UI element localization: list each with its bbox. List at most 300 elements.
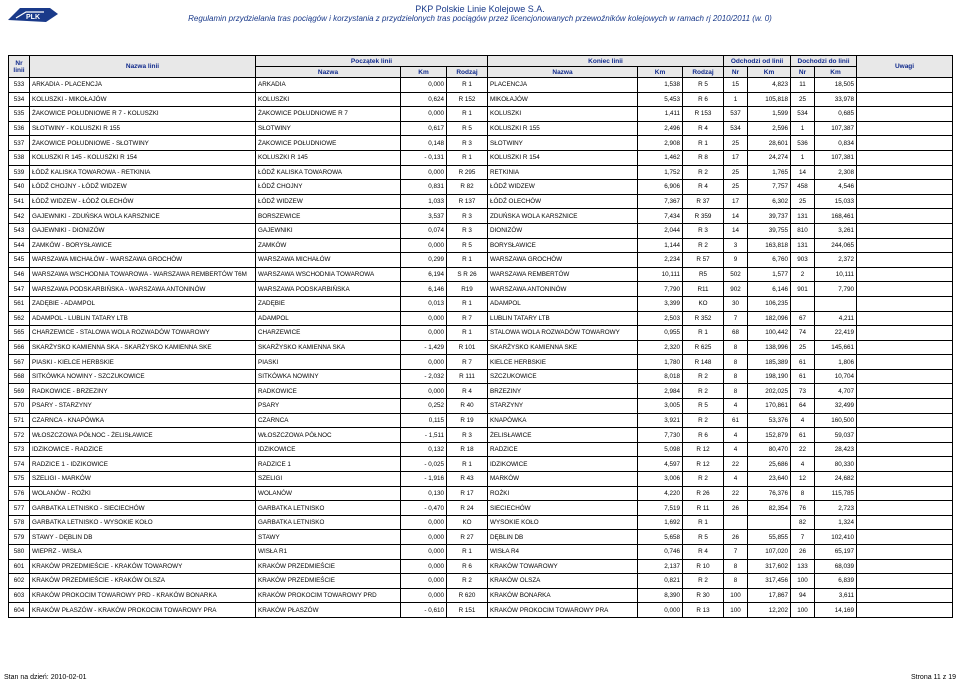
cell-nazwa-linii: WŁOSZCZOWA PÓŁNOC - ŻELISŁAWICE: [30, 428, 256, 443]
cell-poczatek-km: - 0,131: [401, 150, 447, 165]
cell-odchodzi-km: 55,855: [748, 530, 791, 545]
cell-nr: 573: [9, 442, 30, 457]
cell-dochodzi-km: 18,505: [815, 78, 857, 93]
cell-koniec-nazwa: KOLUSZKI R 154: [488, 150, 638, 165]
cell-koniec-rodzaj: R 2: [683, 369, 724, 384]
cell-poczatek-km: 0,000: [401, 515, 447, 530]
cell-odchodzi-km: 39,755: [748, 223, 791, 238]
cell-odchodzi-nr: 9: [724, 253, 748, 268]
cell-odchodzi-km: 53,376: [748, 413, 791, 428]
cell-dochodzi-nr: 12: [791, 472, 815, 487]
cell-dochodzi-km: 1,806: [815, 355, 857, 370]
cell-nazwa-linii: SŁOTWINY - KOLUSZKI R 155: [30, 121, 256, 136]
cell-dochodzi-nr: 14: [791, 165, 815, 180]
cell-nr: 575: [9, 472, 30, 487]
cell-uwagi: [857, 369, 953, 384]
cell-poczatek-km: 0,132: [401, 442, 447, 457]
cell-dochodzi-nr: 64: [791, 399, 815, 414]
cell-dochodzi-nr: 8: [791, 486, 815, 501]
cell-poczatek-nazwa: WISŁA R1: [256, 545, 401, 560]
cell-uwagi: [857, 194, 953, 209]
cell-poczatek-rodzaj: R19: [447, 282, 488, 297]
cell-koniec-nazwa: SIECIECHÓW: [488, 501, 638, 516]
cell-dochodzi-nr: 25: [791, 194, 815, 209]
cell-koniec-rodzaj: R 37: [683, 194, 724, 209]
cell-uwagi: [857, 384, 953, 399]
cell-dochodzi-nr: 133: [791, 559, 815, 574]
cell-odchodzi-km: 1,765: [748, 165, 791, 180]
cell-poczatek-km: 0,000: [401, 107, 447, 122]
table-row: [9, 267, 953, 282]
cell-uwagi: [857, 588, 953, 603]
cell-poczatek-rodzaj: R 1: [447, 457, 488, 472]
cell-koniec-nazwa: PLACENCJA: [488, 78, 638, 93]
table-row: [9, 136, 953, 151]
cell-koniec-rodzaj: R 10: [683, 559, 724, 574]
cell-poczatek-nazwa: IDZIKOWICE: [256, 442, 401, 457]
cell-odchodzi-nr: 17: [724, 150, 748, 165]
footer-date: Stan na dzień: 2010-02-01: [4, 674, 87, 681]
cell-koniec-km: 2,984: [638, 384, 683, 399]
table-row: [9, 515, 953, 530]
cell-nazwa-linii: ARKADIA - PLACENCJA: [30, 78, 256, 93]
cell-koniec-nazwa: WYSOKIE KOŁO: [488, 515, 638, 530]
table-row: [9, 326, 953, 341]
cell-nr: 562: [9, 311, 30, 326]
cell-odchodzi-nr: 22: [724, 486, 748, 501]
cell-dochodzi-km: 160,500: [815, 413, 857, 428]
cell-uwagi: [857, 515, 953, 530]
cell-poczatek-nazwa: SZELIGI: [256, 472, 401, 487]
cell-dochodzi-km: 102,410: [815, 530, 857, 545]
cell-nr: 574: [9, 457, 30, 472]
table-row: [9, 92, 953, 107]
table-row: [9, 180, 953, 195]
cell-nr: 604: [9, 603, 30, 618]
table-row: [9, 530, 953, 545]
table-row: [9, 78, 953, 93]
table-row: [9, 296, 953, 311]
col-poczatek: Początek linii: [256, 56, 488, 67]
cell-dochodzi-nr: 131: [791, 209, 815, 224]
cell-koniec-nazwa: IDZIKOWICE: [488, 457, 638, 472]
cell-poczatek-nazwa: GARBATKA LETNISKO: [256, 515, 401, 530]
cell-odchodzi-km: 100,442: [748, 326, 791, 341]
cell-uwagi: [857, 442, 953, 457]
cell-koniec-km: 2,908: [638, 136, 683, 151]
cell-poczatek-rodzaj: KO: [447, 515, 488, 530]
cell-nazwa-linii: ŁÓDŹ CHOJNY - ŁÓDŹ WIDZEW: [30, 180, 256, 195]
cell-nazwa-linii: ŻAKOWICE POŁUDNIOWE R 7 - KOLUSZKI: [30, 107, 256, 122]
cell-nazwa-linii: ŻAKOWICE POŁUDNIOWE - SŁOTWINY: [30, 136, 256, 151]
cell-dochodzi-km: 145,661: [815, 340, 857, 355]
cell-nazwa-linii: RADKOWICE - BRZEZINY: [30, 384, 256, 399]
cell-poczatek-rodzaj: R 1: [447, 296, 488, 311]
cell-poczatek-rodzaj: R 27: [447, 530, 488, 545]
cell-odchodzi-nr: 7: [724, 311, 748, 326]
cell-nr: 539: [9, 165, 30, 180]
cell-dochodzi-km: 168,461: [815, 209, 857, 224]
table-row: [9, 574, 953, 589]
cell-koniec-rodzaj: R 2: [683, 472, 724, 487]
cell-koniec-nazwa: SŁOTWINY: [488, 136, 638, 151]
cell-uwagi: [857, 574, 953, 589]
cell-odchodzi-nr: 17: [724, 194, 748, 209]
cell-uwagi: [857, 107, 953, 122]
cell-uwagi: [857, 180, 953, 195]
cell-odchodzi-nr: 4: [724, 472, 748, 487]
table-row: [9, 282, 953, 297]
cell-nr: 572: [9, 428, 30, 443]
cell-poczatek-nazwa: RADKOWICE: [256, 384, 401, 399]
cell-koniec-km: 0,746: [638, 545, 683, 560]
col-koniec: Koniec linii: [488, 56, 724, 67]
cell-odchodzi-km: 76,376: [748, 486, 791, 501]
cell-poczatek-rodzaj: R 40: [447, 399, 488, 414]
cell-koniec-rodzaj: R 2: [683, 165, 724, 180]
table-row: [9, 399, 953, 414]
cell-poczatek-km: 1,033: [401, 194, 447, 209]
cell-koniec-nazwa: MIKOŁAJÓW: [488, 92, 638, 107]
cell-poczatek-rodzaj: R 137: [447, 194, 488, 209]
cell-nr: 535: [9, 107, 30, 122]
cell-poczatek-nazwa: BORSZEWICE: [256, 209, 401, 224]
cell-dochodzi-km: 1,324: [815, 515, 857, 530]
cell-nr: 543: [9, 223, 30, 238]
cell-koniec-km: 8,018: [638, 369, 683, 384]
cell-poczatek-nazwa: ADAMPOL: [256, 311, 401, 326]
cell-koniec-nazwa: WARSZAWA ANTONINÓW: [488, 282, 638, 297]
cell-uwagi: [857, 121, 953, 136]
cell-odchodzi-km: 39,737: [748, 209, 791, 224]
cell-nr: 561: [9, 296, 30, 311]
cell-koniec-km: 2,044: [638, 223, 683, 238]
cell-koniec-nazwa: WISŁA R4: [488, 545, 638, 560]
cell-uwagi: [857, 559, 953, 574]
sub-nr: Nr: [791, 67, 815, 78]
cell-poczatek-nazwa: RADZICE 1: [256, 457, 401, 472]
sub-rodzaj: Rodzaj: [447, 67, 488, 78]
cell-odchodzi-nr: 26: [724, 530, 748, 545]
cell-koniec-nazwa: DIONIZÓW: [488, 223, 638, 238]
table-row: [9, 209, 953, 224]
table-row: [9, 121, 953, 136]
cell-koniec-rodzaj: R 2: [683, 238, 724, 253]
cell-odchodzi-nr: 8: [724, 559, 748, 574]
cell-dochodzi-km: 0,834: [815, 136, 857, 151]
cell-odchodzi-km: 170,861: [748, 399, 791, 414]
cell-odchodzi-nr: 534: [724, 121, 748, 136]
cell-koniec-km: 2,234: [638, 253, 683, 268]
cell-dochodzi-km: 59,037: [815, 428, 857, 443]
cell-koniec-km: 7,367: [638, 194, 683, 209]
cell-dochodzi-km: 10,704: [815, 369, 857, 384]
cell-poczatek-rodzaj: R 3: [447, 136, 488, 151]
cell-nr: 546: [9, 267, 30, 282]
table-row: [9, 369, 953, 384]
cell-odchodzi-nr: 8: [724, 369, 748, 384]
table-row: [9, 194, 953, 209]
cell-poczatek-rodzaj: R 151: [447, 603, 488, 618]
cell-koniec-rodzaj: R 6: [683, 92, 724, 107]
cell-koniec-rodzaj: R 625: [683, 340, 724, 355]
cell-dochodzi-km: 68,039: [815, 559, 857, 574]
cell-nr: 541: [9, 194, 30, 209]
cell-koniec-nazwa: KRAKÓW BONARKA: [488, 588, 638, 603]
cell-nazwa-linii: GAJEWNIKI - DIONIZÓW: [30, 223, 256, 238]
cell-uwagi: [857, 603, 953, 618]
cell-nazwa-linii: WOLANÓW - ROŻKI: [30, 486, 256, 501]
cell-nazwa-linii: ŁÓDŹ WIDZEW - ŁÓDŹ OLECHÓW: [30, 194, 256, 209]
cell-dochodzi-nr: 76: [791, 501, 815, 516]
cell-dochodzi-km: 7,790: [815, 282, 857, 297]
cell-uwagi: [857, 501, 953, 516]
cell-dochodzi-nr: 25: [791, 340, 815, 355]
cell-uwagi: [857, 545, 953, 560]
cell-dochodzi-km: 28,423: [815, 442, 857, 457]
cell-odchodzi-km: 23,640: [748, 472, 791, 487]
cell-poczatek-km: 0,617: [401, 121, 447, 136]
cell-dochodzi-km: 107,387: [815, 121, 857, 136]
table-row: [9, 501, 953, 516]
cell-poczatek-nazwa: SŁOTWINY: [256, 121, 401, 136]
cell-dochodzi-km: 115,785: [815, 486, 857, 501]
cell-poczatek-rodzaj: R 1: [447, 150, 488, 165]
cell-koniec-nazwa: ŁÓDŹ OLECHÓW: [488, 194, 638, 209]
sub-rodzaj: Rodzaj: [683, 67, 724, 78]
cell-nr: 547: [9, 282, 30, 297]
cell-nr: 571: [9, 413, 30, 428]
sub-km: Km: [638, 67, 683, 78]
cell-uwagi: [857, 282, 953, 297]
cell-dochodzi-km: 14,169: [815, 603, 857, 618]
cell-koniec-km: 5,658: [638, 530, 683, 545]
table-row: [9, 311, 953, 326]
cell-odchodzi-km: 185,389: [748, 355, 791, 370]
cell-dochodzi-nr: 7: [791, 530, 815, 545]
cell-poczatek-km: 6,194: [401, 267, 447, 282]
cell-uwagi: [857, 209, 953, 224]
cell-poczatek-nazwa: ŁÓDŹ KALISKA TOWAROWA: [256, 165, 401, 180]
cell-poczatek-nazwa: ŻAKOWICE POŁUDNIOWE R 7: [256, 107, 401, 122]
cell-odchodzi-km: 80,470: [748, 442, 791, 457]
cell-koniec-nazwa: SZCZUKOWICE: [488, 369, 638, 384]
cell-odchodzi-nr: 7: [724, 545, 748, 560]
cell-poczatek-nazwa: KRAKÓW PRZEDMIEŚCIE: [256, 574, 401, 589]
cell-dochodzi-km: 4,546: [815, 180, 857, 195]
cell-koniec-nazwa: MARKÓW: [488, 472, 638, 487]
cell-koniec-km: 5,098: [638, 442, 683, 457]
cell-odchodzi-km: 1,577: [748, 267, 791, 282]
cell-koniec-nazwa: ADAMPOL: [488, 296, 638, 311]
cell-poczatek-nazwa: KRAKÓW PRZEDMIEŚCIE: [256, 559, 401, 574]
cell-dochodzi-nr: 536: [791, 136, 815, 151]
cell-poczatek-km: 0,000: [401, 78, 447, 93]
table-row: [9, 428, 953, 443]
col-nazwa-linii: Nazwa linii: [30, 56, 256, 78]
lines-table: [8, 55, 953, 618]
cell-odchodzi-km: 202,025: [748, 384, 791, 399]
cell-poczatek-km: 0,299: [401, 253, 447, 268]
cell-koniec-rodzaj: R 8: [683, 150, 724, 165]
cell-uwagi: [857, 223, 953, 238]
cell-koniec-km: 2,496: [638, 121, 683, 136]
cell-koniec-rodzaj: R 26: [683, 486, 724, 501]
cell-koniec-km: 1,462: [638, 150, 683, 165]
cell-dochodzi-km: [815, 296, 857, 311]
table-row: [9, 384, 953, 399]
cell-odchodzi-nr: 100: [724, 588, 748, 603]
cell-koniec-rodzaj: R5: [683, 267, 724, 282]
cell-nr: 567: [9, 355, 30, 370]
cell-odchodzi-km: [748, 515, 791, 530]
cell-nr: 536: [9, 121, 30, 136]
cell-uwagi: [857, 355, 953, 370]
cell-odchodzi-nr: 8: [724, 384, 748, 399]
cell-uwagi: [857, 165, 953, 180]
table-row: [9, 486, 953, 501]
cell-poczatek-nazwa: GAJEWNIKI: [256, 223, 401, 238]
cell-odchodzi-km: 12,202: [748, 603, 791, 618]
cell-koniec-rodzaj: R 2: [683, 413, 724, 428]
cell-odchodzi-nr: 8: [724, 340, 748, 355]
sub-km: Km: [748, 67, 791, 78]
cell-koniec-rodzaj: R 148: [683, 355, 724, 370]
cell-koniec-nazwa: DĘBLIN DB: [488, 530, 638, 545]
cell-odchodzi-km: 6,302: [748, 194, 791, 209]
cell-odchodzi-km: 317,456: [748, 574, 791, 589]
cell-poczatek-km: - 1,429: [401, 340, 447, 355]
cell-odchodzi-km: 4,823: [748, 78, 791, 93]
cell-nr: 577: [9, 501, 30, 516]
cell-poczatek-nazwa: SITKÓWKA NOWINY: [256, 369, 401, 384]
cell-odchodzi-km: 24,274: [748, 150, 791, 165]
cell-nr: 538: [9, 150, 30, 165]
cell-poczatek-nazwa: KOLUSZKI R 145: [256, 150, 401, 165]
cell-dochodzi-nr: 61: [791, 355, 815, 370]
table-row: [9, 107, 953, 122]
cell-dochodzi-nr: 4: [791, 457, 815, 472]
cell-nr: 566: [9, 340, 30, 355]
cell-uwagi: [857, 472, 953, 487]
cell-odchodzi-nr: 4: [724, 442, 748, 457]
cell-nazwa-linii: GARBATKA LETNISKO - SIECIECHÓW: [30, 501, 256, 516]
cell-koniec-rodzaj: R 2: [683, 574, 724, 589]
cell-poczatek-km: - 2,032: [401, 369, 447, 384]
cell-nr: 542: [9, 209, 30, 224]
cell-koniec-km: 3,399: [638, 296, 683, 311]
cell-poczatek-nazwa: PIASKI: [256, 355, 401, 370]
cell-nr: 544: [9, 238, 30, 253]
cell-dochodzi-km: 15,033: [815, 194, 857, 209]
cell-poczatek-km: 0,000: [401, 311, 447, 326]
cell-odchodzi-km: 2,596: [748, 121, 791, 136]
cell-koniec-rodzaj: R 6: [683, 428, 724, 443]
cell-dochodzi-km: 32,499: [815, 399, 857, 414]
table-row: [9, 545, 953, 560]
cell-poczatek-nazwa: PSARY: [256, 399, 401, 414]
cell-poczatek-km: 0,013: [401, 296, 447, 311]
col-odchodzi: Odchodzi od linii: [724, 56, 791, 67]
cell-poczatek-km: 0,000: [401, 384, 447, 399]
cell-nr: 603: [9, 588, 30, 603]
cell-odchodzi-km: 317,602: [748, 559, 791, 574]
cell-koniec-nazwa: KRAKÓW OLSZA: [488, 574, 638, 589]
cell-poczatek-km: 0,148: [401, 136, 447, 151]
cell-odchodzi-km: 82,354: [748, 501, 791, 516]
cell-koniec-km: 0,821: [638, 574, 683, 589]
cell-poczatek-nazwa: GARBATKA LETNISKO: [256, 501, 401, 516]
cell-koniec-km: 0,000: [638, 603, 683, 618]
table-row: [9, 355, 953, 370]
cell-nazwa-linii: KRAKÓW PRZEDMIEŚCIE - KRAKÓW OLSZA: [30, 574, 256, 589]
cell-odchodzi-nr: 26: [724, 501, 748, 516]
cell-koniec-km: 1,692: [638, 515, 683, 530]
cell-dochodzi-km: 244,065: [815, 238, 857, 253]
cell-uwagi: [857, 486, 953, 501]
cell-poczatek-nazwa: WOLANÓW: [256, 486, 401, 501]
cell-poczatek-nazwa: ŁÓDŹ WIDZEW: [256, 194, 401, 209]
table-row: [9, 472, 953, 487]
cell-dochodzi-nr: 4: [791, 413, 815, 428]
cell-nr: 569: [9, 384, 30, 399]
cell-nazwa-linii: GARBATKA LETNISKO - WYSOKIE KOŁO: [30, 515, 256, 530]
cell-uwagi: [857, 296, 953, 311]
cell-dochodzi-nr: 810: [791, 223, 815, 238]
cell-koniec-rodzaj: R 4: [683, 121, 724, 136]
cell-koniec-rodzaj: R 30: [683, 588, 724, 603]
cell-nazwa-linii: ŁÓDŹ KALISKA TOWAROWA - RETKINIA: [30, 165, 256, 180]
cell-dochodzi-km: 3,261: [815, 223, 857, 238]
cell-dochodzi-km: 4,211: [815, 311, 857, 326]
document-subtitle: Regulamin przydzielania tras pociągów i korzystania z przydzielonych tras pociągów przez licencjonowanych przewoźników kolejowych w ramach rj 2010/2011 (w. 0): [188, 14, 772, 23]
cell-koniec-km: 2,137: [638, 559, 683, 574]
cell-poczatek-km: 3,537: [401, 209, 447, 224]
cell-uwagi: [857, 413, 953, 428]
cell-poczatek-nazwa: WARSZAWA WSCHODNIA TOWAROWA: [256, 267, 401, 282]
cell-odchodzi-km: 107,020: [748, 545, 791, 560]
cell-dochodzi-km: 65,197: [815, 545, 857, 560]
cell-poczatek-rodzaj: R 4: [447, 384, 488, 399]
cell-dochodzi-km: 2,372: [815, 253, 857, 268]
cell-dochodzi-nr: 100: [791, 574, 815, 589]
cell-nazwa-linii: PIASKI - KIELCE HERBSKIE: [30, 355, 256, 370]
cell-poczatek-rodzaj: R 24: [447, 501, 488, 516]
cell-uwagi: [857, 311, 953, 326]
cell-dochodzi-nr: 903: [791, 253, 815, 268]
cell-odchodzi-km: 198,190: [748, 369, 791, 384]
cell-koniec-rodzaj: R 359: [683, 209, 724, 224]
cell-poczatek-km: - 0,470: [401, 501, 447, 516]
cell-dochodzi-km: 33,978: [815, 92, 857, 107]
cell-poczatek-km: 0,000: [401, 588, 447, 603]
cell-dochodzi-nr: 100: [791, 603, 815, 618]
cell-poczatek-rodzaj: R 620: [447, 588, 488, 603]
cell-koniec-rodzaj: R 11: [683, 501, 724, 516]
cell-poczatek-km: 0,831: [401, 180, 447, 195]
cell-nazwa-linii: STAWY - DĘBLIN DB: [30, 530, 256, 545]
cell-dochodzi-km: 3,611: [815, 588, 857, 603]
cell-odchodzi-nr: 15: [724, 78, 748, 93]
table-row: [9, 413, 953, 428]
sub-nazwa: Nazwa: [256, 67, 401, 78]
cell-nazwa-linii: KRAKÓW PROKOCIM TOWAROWY PRD - KRAKÓW BONARKA: [30, 588, 256, 603]
cell-koniec-nazwa: SKARŻYSKO KAMIENNA SKE: [488, 340, 638, 355]
cell-nr: 576: [9, 486, 30, 501]
cell-koniec-km: 3,006: [638, 472, 683, 487]
cell-odchodzi-km: 1,599: [748, 107, 791, 122]
cell-koniec-km: 4,220: [638, 486, 683, 501]
